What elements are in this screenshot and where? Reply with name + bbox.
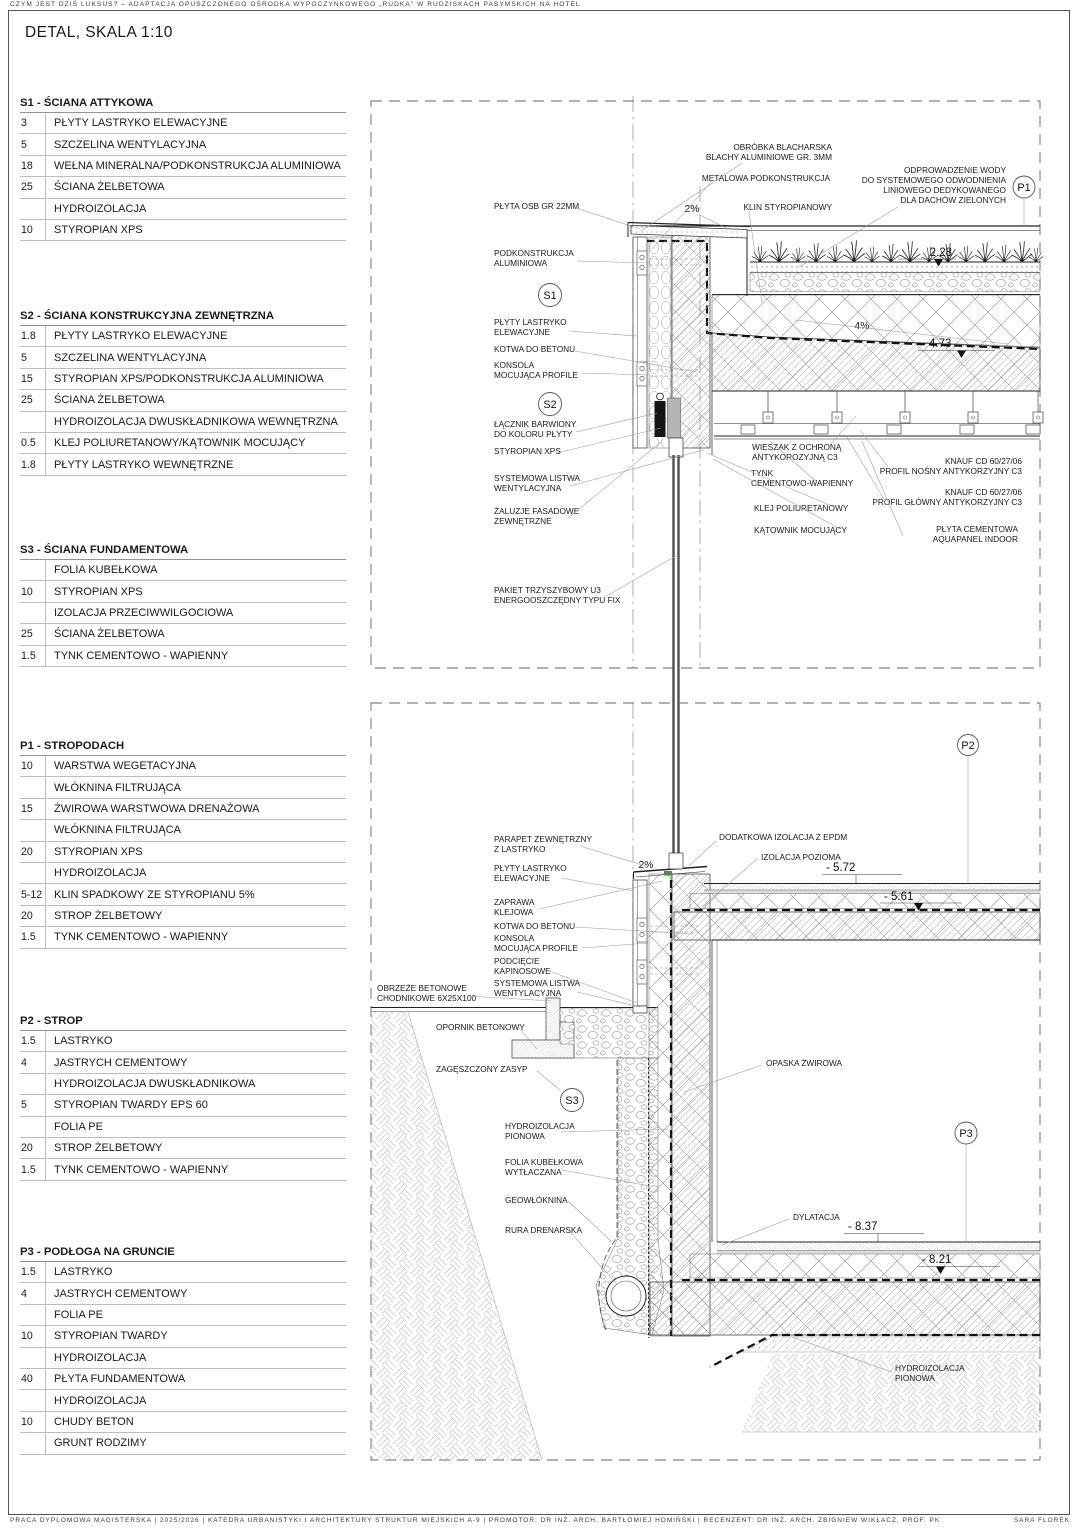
native-soil-hatch [371, 1012, 542, 1460]
table-row: 20 STROP ŻELBETOWY [20, 906, 346, 927]
roof-plants [752, 240, 1043, 262]
table-row: GRUNT RODZIMY [20, 1433, 346, 1454]
level-837: - 8.37 [848, 1221, 878, 1233]
table-row: 20 STYROPIAN XPS [20, 842, 346, 863]
p3-floor [650, 1242, 1040, 1432]
label-podkonstrukcja: PODKONSTRUKCJA [494, 248, 574, 258]
svg-text:ANTYKOROZYJNĄ C3: ANTYKOROZYJNĄ C3 [752, 452, 838, 462]
level-228: 2.28 [929, 247, 952, 259]
label-folia-kubelkowa: FOLIA KUBEŁKOWA [505, 1157, 584, 1167]
table-row: 5 SZCZELINA WENTYLACYJNA [20, 347, 346, 368]
sheet-title: DETAL, SKALA 1:10 [25, 24, 173, 41]
label-kotwa: KOTWA DO BETONU [494, 344, 576, 354]
level-473: - 4.73 [922, 338, 952, 350]
p3-xps-insulation [690, 1254, 1040, 1278]
label-geowloknina: GEOWŁÓKNINA [505, 1195, 568, 1205]
table-row: FOLIA PE [20, 1117, 346, 1138]
svg-text:DO SYSTEMOWEGO ODWODNIENIA: DO SYSTEMOWEGO ODWODNIENIA [861, 175, 1006, 185]
table-row: 15 STYROPIAN XPS/PODKONSTRUKCJA ALUMINIOWA [20, 369, 346, 390]
label-obrobka: OBRÓBKA BLACHARSKA [733, 142, 832, 152]
upper-detail-view [371, 96, 1043, 855]
table-row: 1.5 TYNK CEMENTOWO - WAPIENNY [20, 646, 346, 667]
table-row: 1.5 TYNK CEMENTOWO - WAPIENNY [20, 927, 346, 948]
slope-2pct-lower: 2% [638, 860, 654, 871]
native-soil-under-slab [742, 1354, 1040, 1432]
label-klej: KLEJ POLIURETANOWY [754, 503, 849, 513]
marker-s1-label: S1 [543, 289, 557, 302]
label-styropian-xps: STYROPIAN XPS [494, 446, 561, 456]
label-opornik: OPORNIK BETONOWY [436, 1022, 525, 1032]
svg-text:ENERGOOSZCZĘDNY TYPU FIX: ENERGOOSZCZĘDNY TYPU FIX [494, 595, 621, 605]
marker-p1-label: P1 [1017, 181, 1031, 194]
marker-p3-label: P3 [959, 1127, 973, 1140]
label-plyta-osb: PŁYTA OSB GR 22MM [494, 201, 580, 211]
slope-4pct: 4% [854, 321, 870, 332]
label-hydro-pionowa-br: HYDROIZOLACJA [895, 1363, 965, 1373]
footer-author: SARA FLOREK [1013, 1517, 1070, 1524]
label-izolacja-pozioma: IZOLACJA POZIOMA [761, 852, 841, 862]
table-row: 25 ŚCIANA ŻELBETOWA [20, 624, 346, 645]
svg-text:KAPINOSOWE: KAPINOSOWE [494, 966, 551, 976]
svg-text:DO KOLORU PŁYTY: DO KOLORU PŁYTY [494, 429, 573, 439]
gravel-strip-surface [560, 1008, 658, 1058]
svg-text:WENTYLACYJNA: WENTYLACYJNA [494, 483, 562, 493]
adhesive-block [668, 398, 681, 438]
table-row: 3 PŁYTY LASTRYKO ELEWACYJNE [20, 113, 346, 134]
label-plyty-lastryko: PŁYTY LASTRYKO [494, 317, 567, 327]
level-561: - 5.61 [884, 891, 914, 903]
table-row: 20 STROP ŻELBETOWY [20, 1138, 346, 1159]
window-head [655, 393, 684, 855]
glazing-pane-inner [677, 455, 679, 855]
table-row: 10 STYROPIAN XPS [20, 581, 346, 602]
glazing-pane-outer [672, 455, 674, 855]
table-row: 25 ŚCIANA ŻELBETOWA [20, 177, 346, 198]
facade-blind-box [655, 401, 666, 437]
label-dylatacja: DYLATACJA [793, 1212, 840, 1222]
label-zaluzje: ŻALUZJE FASADOWE [494, 506, 580, 516]
footer-credits: PRACA DYPLOMOWA MAGISTERSKA | 2025/2026 | KATEDRA URBANISTYKI I ARCHITEKTURY STRUKTUR MIEJSKICH A-9 | PROMOTOR: DR INŻ. ARCH. BARTŁOMIEJ HOMIŃSKI | RECENZENT: DR INŻ. ARCH. ZBIGNIEW WIKŁACZ, PROF. PK [10, 1517, 941, 1524]
table-title: P2 - STROP [20, 1015, 346, 1031]
drainage-gravel-layer [750, 273, 1040, 292]
marker-s2-label: S2 [543, 398, 557, 411]
lower-detail-view [371, 703, 1040, 1460]
label-aquapanel: PŁYTA CEMENTOWA [936, 524, 1018, 534]
svg-text:CHODNIKOWE 6X25X100: CHODNIKOWE 6X25X100 [377, 993, 477, 1003]
table-row: 18 WEŁNA MINERALNA/PODKONSTRUKCJA ALUMINIOWA [20, 156, 346, 177]
label-katownik: KĄTOWNIK MOCUJĄCY [754, 525, 847, 535]
svg-text:PROFIL NOŚNY ANTYKORZYJNY C3: PROFIL NOŚNY ANTYKORZYJNY C3 [879, 466, 1022, 476]
wall-xps-insulation [649, 874, 671, 1336]
p2-finish-layers [704, 884, 1040, 890]
table-title: S1 - ŚCIANA ATTYKOWA [20, 97, 346, 113]
lean-concrete [742, 1337, 1040, 1352]
table-row: HYDROIZOLACJA DWUSKŁADNIKOWA [20, 1074, 346, 1095]
window-frame-head [669, 438, 683, 457]
table-row: 1.8 PŁYTY LASTRYKO WEWNĘTRZNE [20, 454, 346, 475]
vent-strip [633, 1006, 647, 1013]
label-plyty-lastryko-lower: PŁYTY LASTRYKO [494, 863, 567, 873]
table-row: HYDROIZOLACJA [20, 1348, 346, 1369]
label-tynk: TYNK [751, 468, 774, 478]
table-row: 5 STYROPIAN TWARDY EPS 60 [20, 1095, 346, 1116]
label-obrzeze: OBRZEŻE BETONOWE [377, 983, 467, 993]
svg-text:ALUMINIOWA: ALUMINIOWA [494, 258, 548, 268]
label-konsola: KONSOLA [494, 360, 535, 370]
table-row: 10 CHUDY BETON [20, 1412, 346, 1433]
ceiling-hanger-rods [768, 391, 1038, 412]
label-epdm: DODATKOWA IZOLACJA Z EPDM [719, 832, 848, 842]
label-zasyp: ZAGĘSZCZONY ZASYP [436, 1064, 528, 1074]
table-row: 1.5 TYNK CEMENTOWO - WAPIENNY [20, 1159, 346, 1180]
project-kicker: CZYM JEST DZIŚ LUKSUS? – ADAPTACJA OPUSZCZONEGO OŚRODKA WYPOCZYNKOWEGO „RUDKA" W RUDZISKACH PASYMSKICH NA HOTEL [10, 1, 581, 8]
svg-text:BLACHY ALUMINIOWE GR. 3MM: BLACHY ALUMINIOWE GR. 3MM [705, 152, 832, 162]
slope-2pct-upper: 2% [684, 204, 700, 215]
svg-text:WENTYLACYJNA: WENTYLACYJNA [494, 988, 562, 998]
label-kotwa-lower: KOTWA DO BETONU [494, 921, 576, 931]
drain-pipe [606, 1276, 646, 1316]
svg-text:PIONOWA: PIONOWA [895, 1373, 935, 1383]
table-row: 4 JASTRYCH CEMENTOWY [20, 1283, 346, 1304]
svg-text:ELEWACYJNE: ELEWACYJNE [494, 873, 550, 883]
table-title: P1 - STROPODACH [20, 740, 346, 756]
table-row: 10 WARSTWA WEGETACYJNA [20, 756, 346, 777]
table-row: 25 ŚCIANA ŻELBETOWA [20, 390, 346, 411]
table-row: 1.5 LASTRYKO [20, 1031, 346, 1052]
svg-text:DLA DACHÓW ZIELONYCH: DLA DACHÓW ZIELONYCH [900, 195, 1006, 205]
table-row: 1.8 PŁYTY LASTRYKO ELEWACYJNE [20, 326, 346, 347]
label-listwa-went-lower: SYSTEMOWA LISTWA [494, 978, 581, 988]
label-pakiet-szybowy: PAKIET TRZYSZYBOWY U3 [494, 585, 601, 595]
table-row: HYDROIZOLACJA [20, 1390, 346, 1411]
table-row: HYDROIZOLACJA [20, 199, 346, 220]
table-row: FOLIA PE [20, 1305, 346, 1326]
table-row: 5-12 KLIN SPADKOWY ZE STYROPIANU 5% [20, 884, 346, 905]
label-opaska: OPASKA ŻWIROWA [766, 1058, 843, 1068]
svg-text:AQUAPANEL INDOOR: AQUAPANEL INDOOR [932, 534, 1018, 544]
svg-text:PROFIL GŁÓWNY ANTYKORZYJNY C3: PROFIL GŁÓWNY ANTYKORZYJNY C3 [872, 497, 1022, 507]
table-row: IZOLACJA PRZECIWWILGOCIOWA [20, 603, 346, 624]
svg-text:ELEWACYJNE: ELEWACYJNE [494, 327, 550, 337]
table-row: 40 PŁYTA FUNDAMENTOWA [20, 1369, 346, 1390]
epdm-gasket [664, 871, 672, 876]
table-row: 0.5 KLEJ POLIURETANOWY/KĄTOWNIK MOCUJĄCY [20, 433, 346, 454]
label-listwa-went: SYSTEMOWA LISTWA [494, 473, 581, 483]
table-row: 5 SZCZELINA WENTYLACYJNA [20, 134, 346, 155]
label-knauf-nosny: KNAUF CD 60/27/06 [944, 456, 1022, 466]
label-hydro-pionowa: HYDROIZOLACJA [505, 1121, 575, 1131]
label-konsola-lower: KONSOLA [494, 933, 535, 943]
label-klin: KLIN STYROPIANOWY [743, 202, 832, 212]
cd-profiles [741, 425, 1040, 434]
table-row: HYDROIZOLACJA DWUSKŁADNIKOWA WEWNĘTRZNA [20, 412, 346, 433]
table-row: 10 STYROPIAN XPS [20, 220, 346, 241]
p2-eps-insulation [690, 894, 1040, 909]
label-rura: RURA DRENARSKA [505, 1225, 582, 1235]
p3-finish-layers [717, 1243, 1040, 1251]
svg-text:MOCUJĄCA PROFILE: MOCUJĄCA PROFILE [494, 370, 578, 380]
table-title: P3 - PODŁOGA NA GRUNCIE [20, 1246, 346, 1262]
label-podciecie: PODCIĘCIE [494, 956, 540, 966]
table-row: FOLIA KUBEŁKOWA [20, 560, 346, 581]
label-odprowadzenie: ODPROWADZENIE WODY [903, 165, 1006, 175]
p2-floor [674, 884, 1040, 1243]
label-metalowa-podkonstrukcja: METALOWA PODKONSTRUKCJA [701, 173, 830, 183]
blind-roller-icon [657, 393, 664, 400]
table-row: 10 STYROPIAN TWARDY [20, 1326, 346, 1347]
svg-text:WYTŁACZANA: WYTŁACZANA [505, 1167, 562, 1177]
marker-s3-label: S3 [565, 1094, 579, 1107]
substrate-layer [750, 262, 1040, 272]
table-row: HYDROIZOLACJA [20, 863, 346, 884]
label-parapet: PARAPET ZEWNĘTRZNY [494, 834, 592, 844]
table-row: 1.5 LASTRYKO [20, 1262, 346, 1283]
label-wieszak: WIESZAK Z OCHRONĄ [752, 442, 842, 452]
svg-text:PIONOWA: PIONOWA [505, 1131, 545, 1141]
level-572: - 5.72 [826, 862, 856, 874]
table-row: WŁÓKNINA FILTRUJĄCA [20, 777, 346, 798]
label-knauf-glowny: KNAUF CD 60/27/06 [944, 487, 1022, 497]
table-row: WŁÓKNINA FILTRUJĄCA [20, 820, 346, 841]
table-row: 15 ŻWIROWA WARSTWOWA DRENAŻOWA [20, 799, 346, 820]
level-821: - 8.21 [922, 1254, 952, 1266]
svg-text:KLEJOWA: KLEJOWA [494, 907, 534, 917]
svg-text:MOCUJĄCA PROFILE: MOCUJĄCA PROFILE [494, 943, 578, 953]
label-lacznik: ŁĄCZNIK BARWIONY [494, 419, 577, 429]
window-frame-sill [669, 853, 683, 869]
label-zaprawa: ZAPRAWA [494, 897, 535, 907]
svg-text:ZEWNĘTRZNE: ZEWNĘTRZNE [494, 516, 552, 526]
table-title: S3 - ŚCIANA FUNDAMENTOWA [20, 544, 346, 560]
svg-text:LINIOWEGO DEDYKOWANEGO: LINIOWEGO DEDYKOWANEGO [883, 185, 1006, 195]
svg-text:CEMENTOWO-WAPIENNY: CEMENTOWO-WAPIENNY [751, 478, 854, 488]
svg-text:Z LASTRYKO: Z LASTRYKO [494, 844, 546, 854]
table-row: 4 JASTRYCH CEMENTOWY [20, 1052, 346, 1073]
marker-p2-label: P2 [961, 739, 975, 752]
table-title: S2 - ŚCIANA KONSTRUKCYJNA ZEWNĘTRZNA [20, 310, 346, 326]
